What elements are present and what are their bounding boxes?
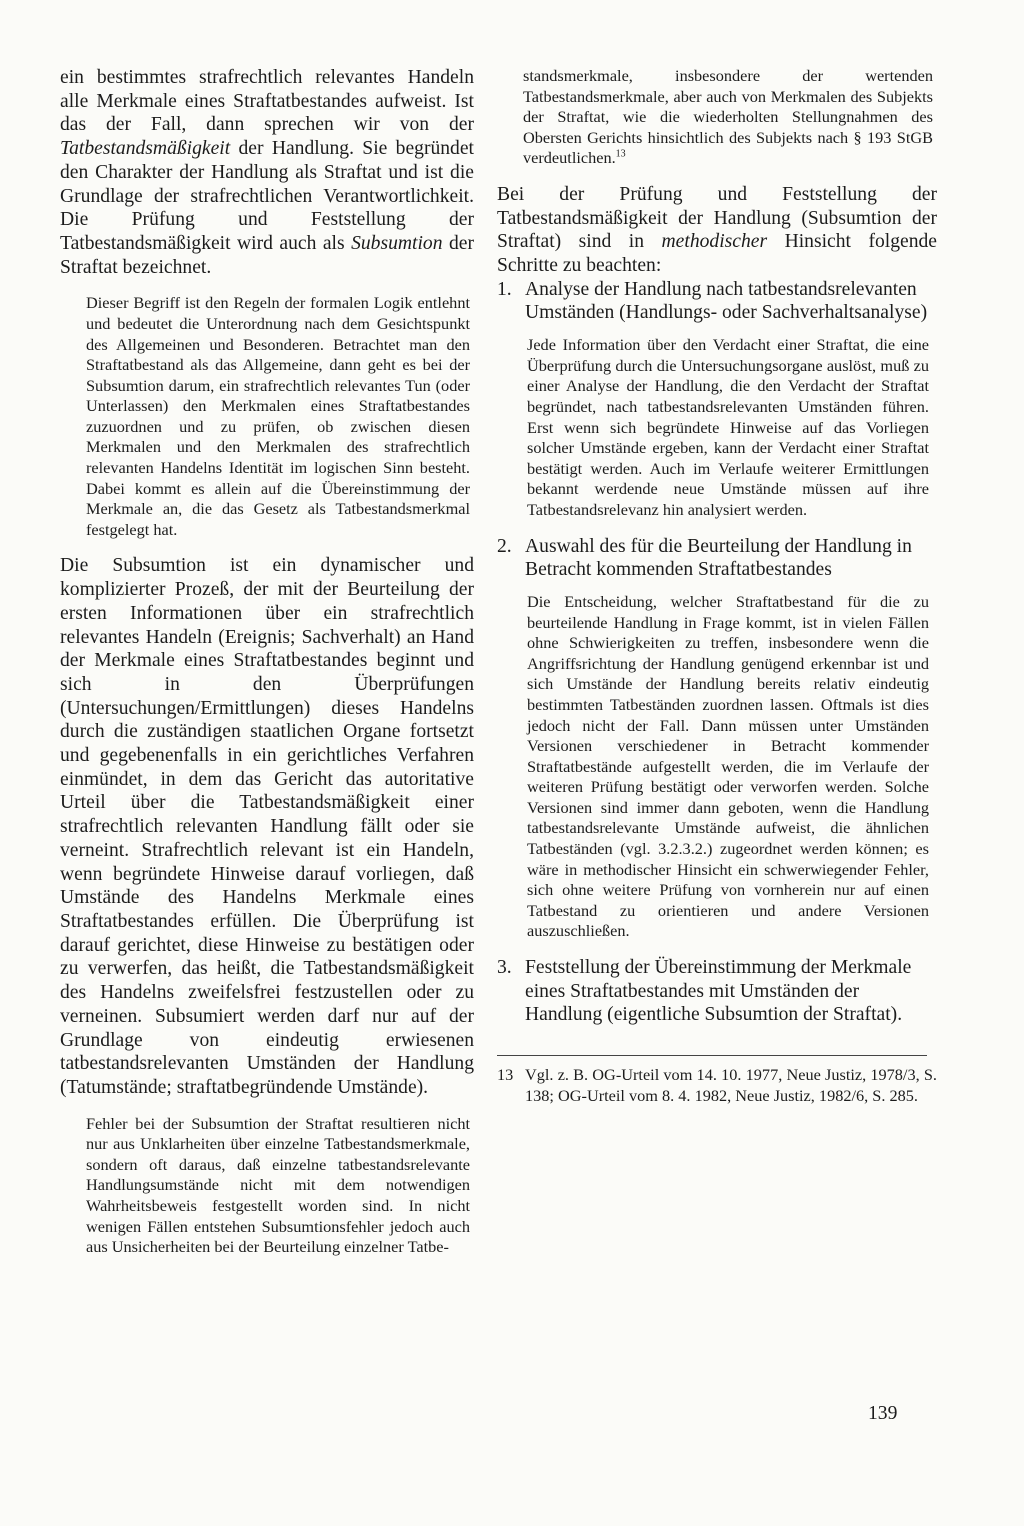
footnote-text: Vgl. z. B. OG-Urteil vom 14. 10. 1977, Neue Justiz, 1978/3, S. 138; OG-Urteil vom 8. 4. 1982, Neue Justiz, 1982/6, S. 285. <box>525 1065 937 1106</box>
list-item <box>497 278 937 325</box>
note-begriff: Dieser Begriff ist den Regeln der formalen Logik entlehnt und bedeutet die Unterordnung nach dem Gesichtspunkt des Allgemeinen und Besonderen. Betrachtet man den Straftatbestand als das Allgemeine, dann geht es bei der Subsumtion darum, ein strafrechtlich relevantes Tun (oder Unterlassen) den Merkmalen eines Straftatbestandes zuzuordnen und zu prüfen, ob zwischen diesen Merkmalen und den Merkmalen des strafrechtlich relevanten Handelns Identität im logischen Sinn besteht. Dabei kommt es allein auf die Übereinstimmung der Merkmale an, die das Gesetz als Tatbestandsmerkmal festgelegt hat. <box>86 293 470 539</box>
page-number: 139 <box>868 1403 898 1424</box>
note-continuation: standsmerkmale, insbesondere der wertenden Tatbestandsmerkmale, aber auch von Merkmalen des Subjekts der Straftat, wie die wiederholten Stellungnahmen des Obersten Gerichts hinsichtlich des Subjekts nach § 193 StGB verdeutlichen.$^{13}$ <box>523 66 933 168</box>
footnote-number: 13 <box>497 1065 514 1085</box>
emphasis-subsumtion: Subsumtion <box>351 232 443 254</box>
note-fehler: Fehler bei der Subsumtion der Straftat resultieren nicht nur aus Unklarheiten über einzelne Tatbestandsmerkmale, sondern oft daraus, daß einzelne tatbestandsrelevante Handlungsumstände nicht mit dem notwendigen Wahrheitsbeweis festgestellt worden sind. In nicht wenigen Fällen entstehen Subsumtionsfehler jedoch auch aus Unsicherheiten bei der Beurteilung einzelner Tatbe- <box>86 1113 470 1257</box>
item-number: 3. <box>497 957 512 979</box>
list-item <box>497 535 937 582</box>
footnote-reference[interactable]: 13 <box>615 148 626 160</box>
item-title: Feststellung der Übereinstimmung der Merkmale eines Straftatbestandes mit Umständen der Handlung (eigentliche Subsumtion der Straftat). <box>525 957 912 1026</box>
item-title: Analyse der Handlung nach tatbestandsrelevanten Umständen (Handlungs- oder Sachverhaltsanalyse) <box>525 278 928 324</box>
left-column <box>60 66 474 1258</box>
paragraph-subsumtion-prozess: Die Subsumtion ist ein dynamischer und komplizierter Prozeß, der mit der Beurteilung der ersten Informationen über ein strafrechtlich relevantes Handeln (Ereignis; Sachverhalt) an Hand der Merkmale eines Straftatbestandes beginnt und sich in den Überprüfungen (Untersuchungen/Ermittlungen) dieses Handelns durch die zuständigen staatlichen Organe fortsetzt und gegebenenfalls in ein gerichtliches Verfahren einmündet, in dem das Gericht das autoritative Urteil über die Tatbestandsmäßigkeit einer strafrechtlich relevanten Handlung fällt oder sie verneint. Strafrechtlich relevant ist ein Handeln, wenn begründete Hinweise darauf vorliegen, daß Umstände des Handelns Merkmale eines Straftatbestandes erfüllen. Die Überprüfung ist darauf gerichtet, diese Hinweise zu bestätigen oder zu verwerfen, das heißt, die Tatbestandsmäßigkeit des Handelns zweifelsfrei festzustellen oder zu verneinen. Subsumiert werden darf nur auf der Grundlage von eindeutig erwiesenen tatbestandsrelevanten Umständen der Handlung (Tatumstände; straftatbegründende Umstände). <box>60 555 474 1098</box>
item-number: 2. <box>497 535 512 557</box>
item-title: Auswahl des für die Beurteilung der Handlung in Betracht kommenden Straftatbestandes <box>525 535 912 581</box>
emphasis-methodischer: methodischer <box>661 231 768 253</box>
item-note: Jede Information über den Verdacht einer Straftat, die eine Überprüfung durch die Untersuchungsorgane auslöst, muß zu einer Analyse der Handlung, die den Verdacht der Straftat begründet, nach tatbestandsrelevanten Umständen führen. Erst wenn sich begründete Hinweise auf das Vorliegen solcher Umstände ergeben, kann der Verdacht einer Straftat bestätigt werden. Auch im Verlaufe weiterer Ermittlungen bekannt werdende neue Umstände müssen auf ihre Tatbestandsrelevanz hin analysiert werden. <box>527 335 929 519</box>
paragraph-methodische-schritte: Bei der Prüfung und Feststellung der Tatbestandsmäßigkeit der Handlung (Subsumtion der Straftat) sind in methodischer Hinsicht folgende Schritte zu beachten: <box>497 183 938 277</box>
emphasis-tatbestandsmaessigkeit: Tatbestandsmäßigkeit <box>60 138 231 160</box>
item-number: 1. <box>497 278 512 300</box>
footnote-divider <box>497 1055 927 1056</box>
right-column <box>497 66 937 1106</box>
paragraph-tatbestandsmaessigkeit: ein bestimmtes strafrechtlich relevantes Handeln alle Merkmale eines Straftatbestandes aufweist. Ist das der Fall, dann sprechen wir von der Tatbestandsmäßigkeit der Handlung. Sie begründet den Charakter der Handlung als Straftat und ist die Grundlage der strafrechtlichen Verantwortlichkeit. Die Prüfung und Feststellung der Tatbestandsmäßigkeit wird auch als Subsumtion der Straftat bezeichnet. <box>60 67 474 278</box>
list-item <box>497 956 937 1027</box>
footnote <box>497 1064 937 1106</box>
item-note: Die Entscheidung, welcher Straftatbestand für die zu beurteilende Handlung in Frage kommt, ist in vielen Fällen ohne Schwierigkeiten zu treffen, insbesondere wenn die Angriffsrichtung der Handlung genügend erkennbar ist und sich Umstände der Handlung bereits relativ eindeutig bestimmten Tatbeständen zuordnen lassen. Oftmals ist dies jedoch nicht der Fall. Dann müssen unter Umständen Versionen verschiedener in Betracht kommender Straftatbestände aufgestellt werden, die im Verlaufe der weiteren Prüfung bestätigt oder verworfen werden. Solche Versionen sind immer dann geboten, wenn die Handlung tatbestandsrelevante Umstände aufweist, die ähnlichen Tatbeständen (vgl. 3.2.3.2.) zugeordnet werden können; es wäre in methodischer Hinsicht ein schwerwiegender Fehler, sich ohne weitere Prüfung von vornherein nur auf einen Tatbestand zu orientieren und andere Versionen auszuschließen. <box>527 591 929 941</box>
